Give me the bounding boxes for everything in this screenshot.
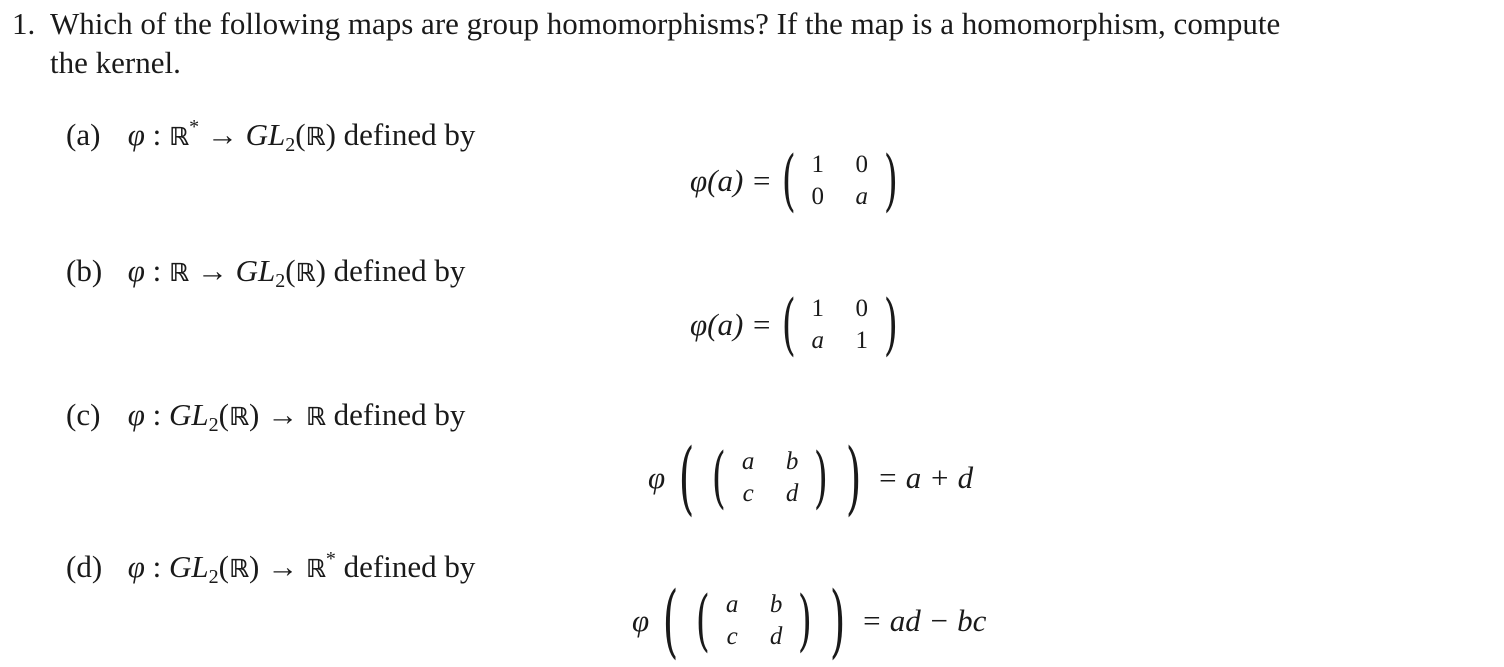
part-d-phi: φ [127,549,145,584]
part-b-phi: φ [127,253,145,288]
part-d-heading: (d) φ : $GL_2(ℝ)$ → ℝ* defined by [66,548,476,588]
part-a-matrix-entry: a [855,183,868,210]
question-number: 1. [12,6,36,41]
part-d-domain-main: GL [169,549,209,584]
part-c-rhs: = a + d [877,460,974,495]
part-d-colon: : [152,549,162,584]
part-a-defined-by: defined by [343,117,476,152]
part-b-codomain-arg: ℝ [295,258,316,287]
part-b-lhs: φ(a) = [690,307,772,342]
part-a-codomain-main: GL [245,117,286,152]
part-b-matrix-entry: 1 [855,327,868,354]
part-b-heading: (b) φ : ℝ → $GL_2(ℝ)$ defined by [66,253,466,292]
part-a-heading: (a) φ : ℝ* → $GL_2(ℝ)$ defined by [66,116,476,156]
part-d-domain-arg: ℝ [229,554,250,583]
part-d-domain-sub: 2 [208,566,219,588]
part-c-colon: : [152,397,162,432]
part-a-colon: : [152,117,162,152]
question-text-line-2: the kernel. [50,45,181,80]
part-d-matrix-entry: a [725,591,739,618]
part-a-codomain-sub: 2 [285,134,296,156]
question-text-line-1: Which of the following maps are group homomorphisms? If the map is a homomorphism, compute [50,6,1281,41]
part-c-matrix: ( a b c d ) [712,439,829,516]
part-a-domain-sup: * [189,116,200,138]
part-b-matrix-entry: 1 [811,295,824,322]
part-c-lhs: φ [648,460,666,495]
part-a-lhs: φ(a) = [690,163,772,198]
part-c-domain-arg: ℝ [229,402,250,431]
part-a-codomain-arg: ℝ [305,122,326,151]
part-a-equation [690,142,907,219]
part-b-label: (b) [66,253,103,288]
part-b-matrix: ( 1 0 a 1 ) [781,286,898,363]
part-d-matrix: ( a b c d ) [696,582,813,659]
part-b-colon: : [152,253,162,288]
part-b-arrow: → [196,253,228,288]
part-c-defined-by: defined by [333,397,466,432]
part-d-rhs: = ad − bc [861,603,987,638]
part-c-arrow: → [267,397,299,432]
part-c-heading: (c) φ : $GL_2(ℝ)$ → ℝ defined by [66,397,466,436]
part-d-codomain: ℝ [305,554,326,583]
part-c-codomain: ℝ [305,402,326,431]
part-a-label: (a) [66,117,101,152]
part-d-matrix-entry: d [769,623,783,650]
part-c-domain-sub: 2 [208,414,219,436]
part-c-equation: φ ( ( a b c d ) ) = a + d [648,431,974,524]
part-a-matrix-entry: 1 [811,151,824,178]
part-a-matrix: ( 1 0 0 a ) [781,142,898,219]
part-b-matrix-entry: a [811,327,824,354]
part-a-phi: φ [127,117,145,152]
part-c-matrix-entry: b [785,448,799,475]
part-a-domain: ℝ [169,122,190,151]
part-c-matrix-entry: c [742,480,754,507]
part-b-defined-by: defined by [333,253,466,288]
part-d-codomain-sup: * [325,548,336,570]
part-b-codomain-main: GL [235,253,276,288]
part-b-domain: ℝ [169,258,190,287]
part-c-phi: φ [127,397,145,432]
part-c-matrix-entry: a [741,448,755,475]
part-d-defined-by: defined by [343,549,476,584]
part-b-equation [690,286,907,363]
part-c-domain-main: GL [169,397,209,432]
part-d-matrix-entry: c [726,623,738,650]
part-c-label: (c) [66,397,101,432]
part-d-arrow: → [267,549,299,584]
part-d-matrix-entry: b [769,591,783,618]
part-b-matrix-entry: 0 [855,295,868,322]
part-a-arrow: → [206,117,238,152]
part-c-matrix-entry: d [785,480,799,507]
part-d-label: (d) [66,549,103,584]
part-d-equation: φ ( ( a b c d ) ) = ad − bc [632,574,987,667]
part-a-matrix-entry: 0 [855,151,868,178]
part-d-lhs: φ [632,603,650,638]
part-a-matrix-entry: 0 [811,183,824,210]
part-b-codomain-sub: 2 [275,270,286,292]
